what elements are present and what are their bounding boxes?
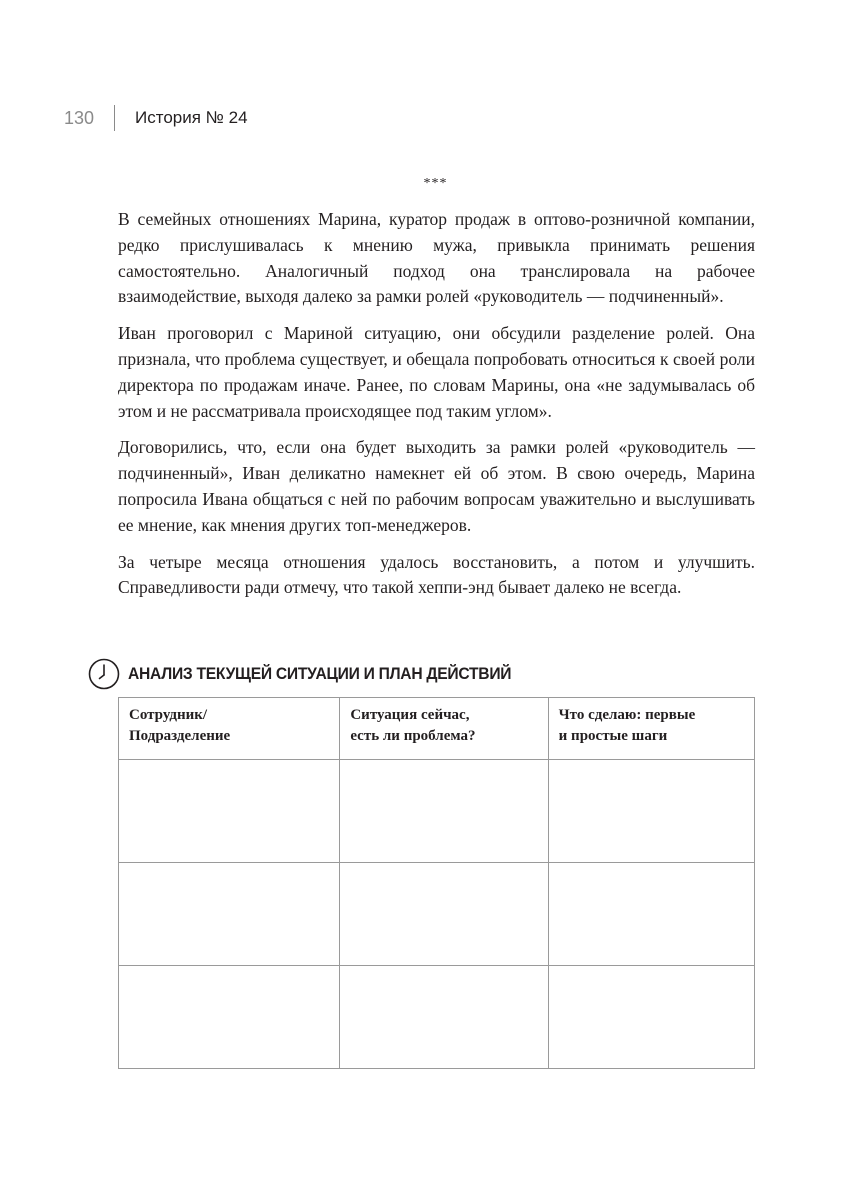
header-situation: Ситуация сейчас, есть ли проблема?: [340, 698, 548, 760]
paragraph: Иван проговорил с Мариной ситуацию, они обсудили разделение ролей. Она признала, что проблема существует, и обещала попробовать относиться к своей роли директора по продажам иначе. Ранее, по словам Марины, она «не задумывалась об этом и не рассматривала происходящее под таким углом».: [118, 323, 755, 421]
table-cell[interactable]: [340, 966, 548, 1069]
action-plan-table: [118, 697, 755, 1069]
table-cell[interactable]: [340, 863, 548, 966]
table-cell[interactable]: [340, 760, 548, 863]
table-cell[interactable]: [119, 760, 340, 863]
table-cell[interactable]: [548, 863, 754, 966]
table-row: [119, 966, 755, 1069]
table-cell[interactable]: [548, 760, 754, 863]
table-row: [119, 863, 755, 966]
paragraph: Договорились, что, если она будет выходить за рамки ролей «руководитель — подчиненный», Иван деликатно намекнет ей об этом. В свою очередь, Марина попросила Ивана общаться с ней по рабочим вопросам уважительно и выслушивать ее мнение, как мнения других топ-менеджеров.: [118, 437, 755, 535]
table-header-row: [119, 698, 755, 760]
table-cell[interactable]: [548, 966, 754, 1069]
page-number: 130: [64, 107, 95, 128]
clock-icon: [88, 658, 120, 690]
table-row: [119, 760, 755, 863]
table-cell[interactable]: [119, 966, 340, 1069]
table-cell[interactable]: [119, 863, 340, 966]
section-separator: ***: [423, 176, 448, 191]
section-heading: [88, 658, 545, 690]
running-title: История № 24: [135, 108, 248, 127]
section-title: АНАЛИЗ ТЕКУЩЕЙ СИТУАЦИИ И ПЛАН ДЕЙСТВИЙ: [128, 664, 512, 683]
header-divider: [114, 105, 115, 131]
paragraph: В семейных отношениях Марина, куратор продаж в оптово-розничной компании, редко прислушивалась к мнению мужа, привыкла принимать решения самостоятельно. Аналогичный подход она транслировала на рабочее взаимодействие, выходя далеко за рамки ролей «руководитель — подчиненный».: [118, 209, 755, 307]
running-header: [64, 106, 248, 130]
header-first-steps: Что сделаю: первые и простые шаги: [548, 698, 754, 760]
body-text: [118, 207, 755, 612]
header-employee: Сотрудник/ Подразделение: [119, 698, 340, 760]
paragraph: За четыре месяца отношения удалось восстановить, а потом и улучшить. Справедливости ради отмечу, что такой хеппи-энд бывает далеко не всегда.: [118, 551, 755, 598]
